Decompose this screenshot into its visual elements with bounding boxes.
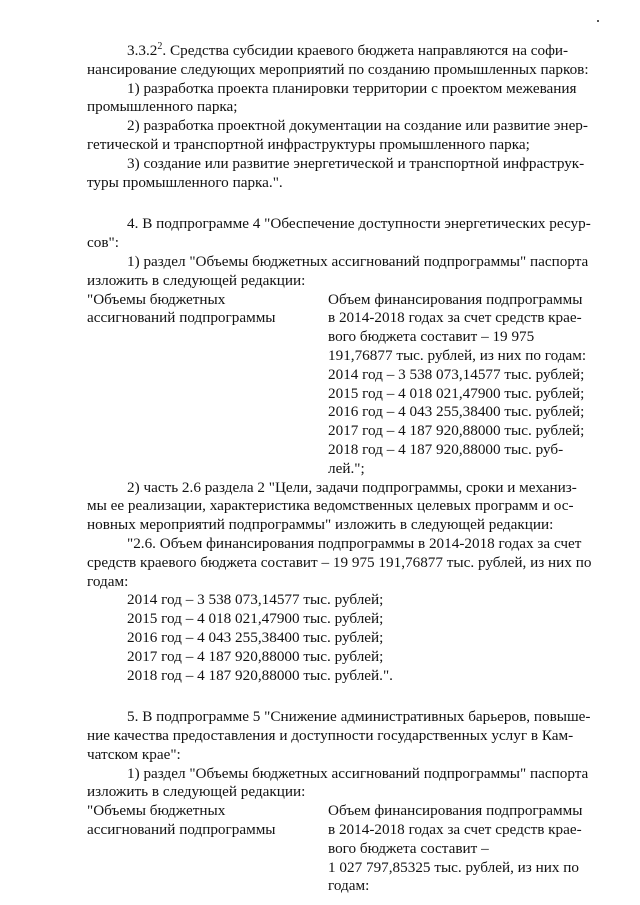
item-5-heading-cont: чатском крае": xyxy=(87,745,181,763)
item-4-heading-cont: сов": xyxy=(87,234,119,252)
item-4-sub1-cont: изложить в следующей редакции: xyxy=(87,271,306,289)
section-3-3-2 xyxy=(87,42,592,192)
item-4-years xyxy=(87,591,592,685)
table-right-line: 191,76877 тыс. рублей, из них по годам: xyxy=(328,346,587,364)
table-right-line: в 2014-2018 годах за счет средств крае- xyxy=(328,821,582,839)
section-superscript: 2 xyxy=(157,41,163,52)
item-5 xyxy=(87,708,592,896)
item-4-sub2-line: годам: xyxy=(87,572,129,590)
year-line: 2016 год – 4 043 255,38400 тыс. рублей; xyxy=(127,628,384,646)
list-item: 2) разработка проектной документации на создание или развитие энер- xyxy=(127,117,588,135)
table-right-line: в 2014-2018 годах за счет средств крае- xyxy=(328,309,582,327)
item-5-sub1-cont: изложить в следующей редакции: xyxy=(87,783,306,801)
table-right-line: 2015 год – 4 018 021,47900 тыс. рублей; xyxy=(328,384,585,402)
list-item: 1) разработка проекта планировки территории с проектом межевания xyxy=(127,79,577,97)
table-right-line: годам: xyxy=(328,877,370,895)
table-right-line: 2017 год – 4 187 920,88000 тыс. рублей; xyxy=(328,422,585,440)
item-4-sub2-line: средств краевого бюджета составит – 19 975 191,76877 тыс. рублей, из них по xyxy=(87,553,592,571)
table-right-cell xyxy=(328,291,592,479)
table-right-line: 2014 год – 3 538 073,14577 тыс. рублей; xyxy=(328,365,585,383)
scan-mark xyxy=(597,20,599,22)
item-4-sub2-line: "2.6. Объем финансирования подпрограммы в 2014-2018 годах за счет xyxy=(127,534,582,552)
table-left-line: ассигнований подпрограммы xyxy=(87,821,276,839)
section-number: 3.3.2 xyxy=(127,42,158,59)
table-left-cell xyxy=(87,802,328,896)
list-item: промышленного парка; xyxy=(87,98,238,116)
section-3-3-2-lead xyxy=(87,42,592,61)
year-line: 2018 год – 4 187 920,88000 тыс. рублей.". xyxy=(127,666,393,684)
item-4-sub2: 2) часть 2.6 раздела 2 "Цели, задачи подпрограммы, сроки и механиз- xyxy=(127,478,577,496)
section-lead-continuation: нансирование следующих мероприятий по созданию промышленных парков: xyxy=(87,60,589,78)
item-5-table xyxy=(87,802,592,896)
item-4 xyxy=(87,215,592,685)
item-5-sub1: 1) раздел "Объемы бюджетных ассигнований подпрограммы" паспорта xyxy=(127,764,589,782)
document-page xyxy=(87,42,592,896)
item-5-heading: 5. В подпрограмме 5 "Снижение административных барьеров, повыше- xyxy=(127,708,591,726)
table-left-cell xyxy=(87,291,328,479)
table-right-line: 2016 год – 4 043 255,38400 тыс. рублей; xyxy=(328,403,585,421)
table-left-line: "Объемы бюджетных xyxy=(87,290,226,308)
item-4-sub2-line: новных мероприятий подпрограммы" изложить в следующей редакции: xyxy=(87,516,554,534)
item-4-table xyxy=(87,291,592,479)
list-item: туры промышленного парка.". xyxy=(87,173,283,191)
item-4-sub2-line: мы ее реализации, характеристика ведомственных целевых программ и ос- xyxy=(87,497,574,515)
table-right-line: вого бюджета составит – 19 975 xyxy=(328,328,535,346)
year-line: 2015 год – 4 018 021,47900 тыс. рублей; xyxy=(127,610,384,628)
item-4-sub1: 1) раздел "Объемы бюджетных ассигнований подпрограммы" паспорта xyxy=(127,252,589,270)
table-right-line: лей."; xyxy=(328,459,365,477)
table-left-line: ассигнований подпрограммы xyxy=(87,309,276,327)
table-left-line: "Объемы бюджетных xyxy=(87,802,226,820)
item-4-heading: 4. В подпрограмме 4 "Обеспечение доступности энергетических ресур- xyxy=(127,215,591,233)
table-right-line: вого бюджета составит – xyxy=(328,839,489,857)
list-item: 3) создание или развитие энергетической и транспортной инфраструк- xyxy=(127,154,585,172)
table-right-line: 1 027 797,85325 тыс. рублей, из них по xyxy=(328,858,579,876)
year-line: 2017 год – 4 187 920,88000 тыс. рублей; xyxy=(127,647,384,665)
section-lead-text: . Средства субсидии краевого бюджета направляются на софи- xyxy=(162,42,569,59)
list-item: гетической и транспортной инфраструктуры промышленного парка; xyxy=(87,135,530,153)
table-right-cell xyxy=(328,802,592,896)
item-5-heading-cont: ние качества предоставления и доступности государственных услуг в Кам- xyxy=(87,727,574,745)
table-right-line: Объем финансирования подпрограммы xyxy=(328,802,583,820)
table-right-line: Объем финансирования подпрограммы xyxy=(328,290,583,308)
year-line: 2014 год – 3 538 073,14577 тыс. рублей; xyxy=(127,591,384,609)
table-right-line: 2018 год – 4 187 920,88000 тыс. руб- xyxy=(328,440,564,458)
